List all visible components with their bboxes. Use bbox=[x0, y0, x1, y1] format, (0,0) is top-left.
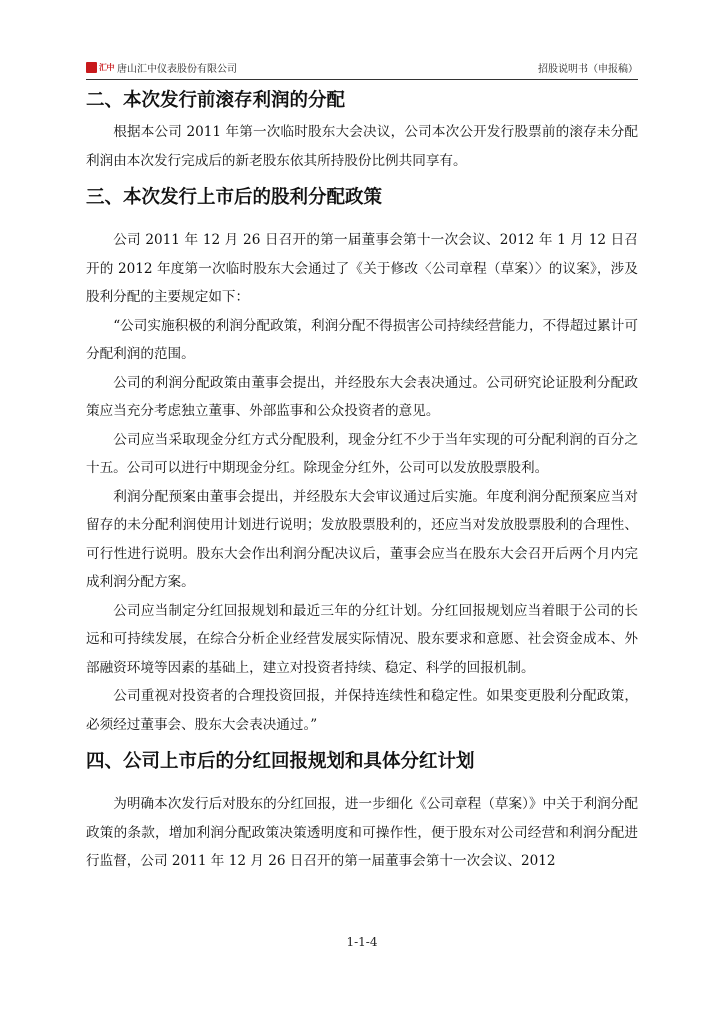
section-heading-dividend-plan: 四、公司上市后的分红回报规划和具体分红计划 bbox=[86, 751, 475, 772]
paragraph: 利润分配预案由董事会提出，并经股东大会审议通过后实施。年度利润分配预案应当对留存的未分配利润使用计划进行说明；发放股票股利的，还应当对发放股票股利的合理性、可行性进行说明。股东大会作出利润分配决议后，董事会应当在股东大会召开后两个月内完成利润分配方案。 bbox=[86, 488, 638, 590]
paragraph: “公司实施积极的利润分配政策，利润分配不得损害公司持续经营能力，不得超过累计可分配利润的范围。 bbox=[86, 317, 638, 362]
section-heading-retained-profit: 二、本次发行前滚存利润的分配 bbox=[86, 90, 346, 111]
paragraph: 公司应当制定分红回报规划和最近三年的分红计划。分红回报规划应当着眼于公司的长远和可持续发展，在综合分析企业经营发展实际情况、股东要求和意愿、社会资金成本、外部融资环境等因素的基础上，建立对投资者持续、稳定、科学的回报机制。 bbox=[86, 602, 638, 676]
page-number: 1-1-4 bbox=[346, 935, 378, 949]
header-document-title: 招股说明书（申报稿） bbox=[538, 64, 638, 75]
page-header bbox=[86, 56, 638, 80]
logo-mark-icon bbox=[86, 62, 97, 73]
section-heading-dividend-policy: 三、本次发行上市后的股利分配政策 bbox=[86, 187, 383, 208]
paragraph: 公司应当采取现金分红方式分配股利，现金分红不少于当年实现的可分配利润的百分之十五。公司可以进行中期现金分红。除现金分红外，公司可以发放股票股利。 bbox=[86, 431, 638, 476]
paragraph: 根据本公司 2011 年第一次临时股东大会决议，公司本次公开发行股票前的滚存未分配利润由本次发行完成后的新老股东依其所持股份比例共同享有。 bbox=[86, 124, 638, 169]
document-body bbox=[86, 84, 638, 876]
paragraph: 公司的利润分配政策由董事会提出，并经股东大会表决通过。公司研究论证股利分配政策应当充分考虑独立董事、外部监事和公众投资者的意见。 bbox=[86, 374, 638, 419]
header-company-name: 唐山汇中仪表股份有限公司 bbox=[117, 63, 237, 75]
paragraph: 为明确本次发行后对股东的分红回报，进一步细化《公司章程（草案）》中关于利润分配政策的条款，增加利润分配政策决策透明度和可操作性，便于股东对公司经营和利润分配进行监督，公司 2011 年 12 月 26 日召开的第一届董事会第十一次会议、2012 bbox=[86, 796, 638, 869]
paragraph: 公司重视对投资者的合理投资回报，并保持连续性和稳定性。如果变更股利分配政策，必须经过董事会、股东大会表决通过。” bbox=[86, 688, 638, 733]
paragraph: 公司 2011 年 12 月 26 日召开的第一届董事会第十一次会议、2012 年 1 月 12 日召开的 2012 年度第一次临时股东大会通过了《关于修改〈公司章程（草案）〉的议案》，涉及股利分配的主要规定如下： bbox=[86, 232, 638, 305]
company-logo bbox=[86, 59, 237, 75]
logo-text: 汇中 bbox=[99, 61, 114, 72]
